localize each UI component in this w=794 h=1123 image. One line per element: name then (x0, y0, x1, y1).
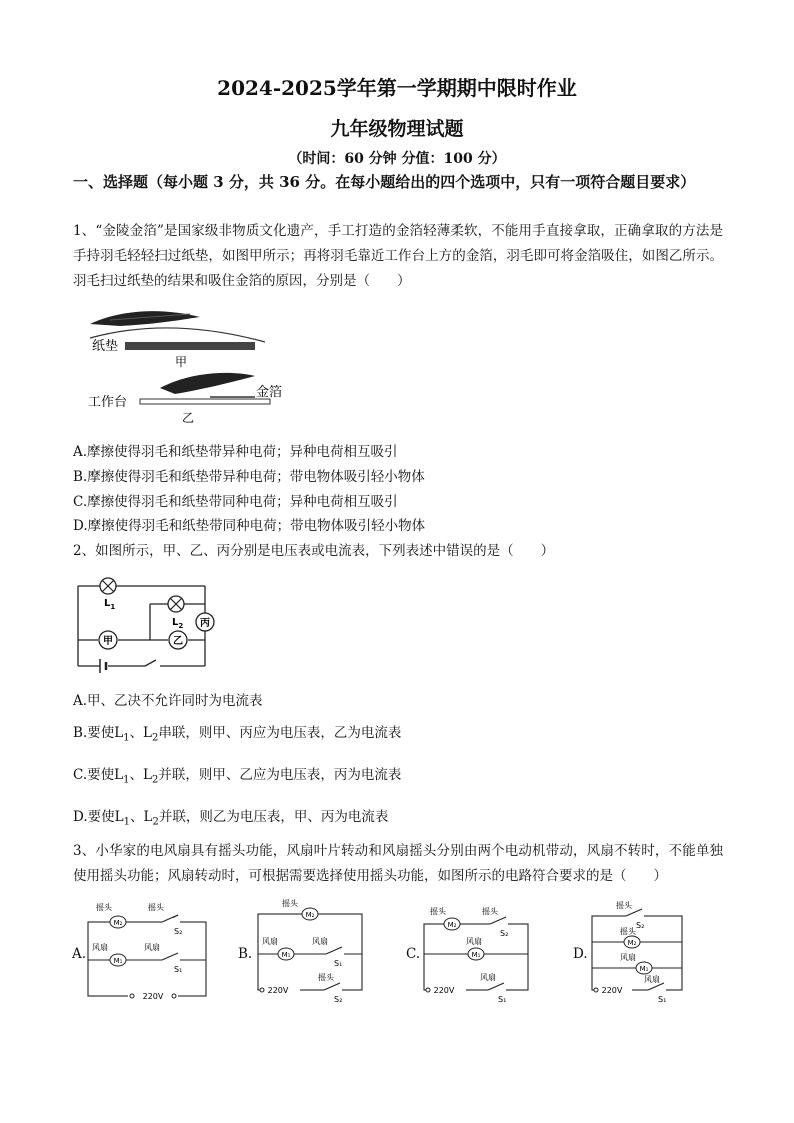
svg-text:S₁: S₁ (334, 959, 343, 968)
meter-yi-icon (169, 631, 187, 649)
feather-jia-icon (90, 311, 200, 326)
svg-text:220V: 220V (142, 992, 164, 1001)
svg-text:220V: 220V (601, 986, 623, 995)
svg-text:摇头: 摇头 (620, 927, 636, 936)
lamp-l2-icon (168, 596, 184, 612)
paper-pad (125, 342, 255, 350)
svg-text:S₂: S₂ (334, 995, 343, 1004)
svg-text:S₁: S₁ (174, 965, 183, 974)
svg-text:摇头: 摇头 (616, 901, 632, 910)
svg-text:风扇: 风扇 (466, 937, 482, 946)
foil-label: 金箔 (256, 385, 283, 400)
pad-label: 纸垫 (92, 339, 119, 354)
section-heading: 一、选择题（每小题 3 分，共 36 分。在每小题给出的四个选项中，只有一项符合题目要求） (73, 173, 696, 191)
work-table (140, 399, 270, 404)
question-2-circuit (70, 572, 215, 677)
table-label: 工作台 (88, 395, 128, 410)
svg-text:M₂: M₂ (627, 939, 637, 947)
q3-option-a-letter: A. (72, 946, 87, 962)
question-1-figure (80, 302, 300, 432)
svg-text:220V: 220V (267, 986, 289, 995)
q2-option-c: C.要使$L_1$、$L_2$并联，则甲、乙应为电压表，丙为电流表 (73, 767, 402, 786)
feather-yi-icon (160, 373, 255, 394)
exam-info: （时间：60 分钟 分值：100 分） (288, 151, 506, 167)
svg-text:摇头: 摇头 (96, 903, 112, 912)
q2-option-a: A.甲、乙决不允许同时为电流表 (73, 693, 263, 709)
q3-option-c-letter: C. (406, 946, 421, 962)
svg-text:S₁: S₁ (498, 995, 507, 1004)
question-1-stem: 1、“金陵金箔”是国家级非物质文化遗产，手工打造的金箔轻薄柔软，不能用手直接拿取，正确拿取的方法是手持羽毛轻轻扫过纸垫，如图甲所示；再将羽毛靠近工作台上方的金箔，羽毛即可将金箔吸住，如图乙所示。羽毛扫过纸垫的结果和吸住金箔的原因，分别是（ ） (73, 223, 723, 289)
question-3-stem: 3、小华家的电风扇具有摇头功能，风扇叶片转动和风扇摇头分别由两个电动机带动，风扇不转时，不能单独使用摇头功能；风扇转动时，可根据需要选择使用摇头功能，如图所示的电路符合要求的是（ ） (73, 843, 723, 884)
svg-text:风扇: 风扇 (92, 943, 108, 952)
svg-text:M₂: M₂ (305, 911, 315, 919)
question-2-stem: 2、如图所示，甲、乙、丙分别是电压表或电流表，下列表述中错误的是（ ） (73, 543, 555, 559)
svg-text:M₂: M₂ (113, 919, 123, 927)
page-title: 2024-2025学年第一学期期中限时作业 (217, 76, 577, 100)
q1-option-b: B.摩擦使得羽毛和纸垫带异种电荷；带电物体吸引轻小物体 (73, 469, 425, 485)
svg-text:M₁: M₁ (113, 957, 123, 965)
svg-text:摇头: 摇头 (482, 907, 498, 916)
q3-circuit-b (252, 898, 370, 1006)
q3-option-b-letter: B. (238, 946, 253, 962)
svg-text:M₁: M₁ (281, 951, 291, 959)
svg-text:甲: 甲 (103, 636, 113, 647)
svg-text:风扇: 风扇 (644, 975, 660, 984)
svg-text:摇头: 摇头 (318, 973, 334, 982)
lamp-l1-icon (100, 578, 116, 594)
svg-text:S₂: S₂ (174, 927, 183, 936)
q1-option-c: C.摩擦使得羽毛和纸垫带同种电荷；异种电荷相互吸引 (73, 494, 398, 510)
q2-option-b: B.要使$L_1$、$L_2$串联，则甲、丙应为电压表，乙为电流表 (73, 725, 402, 744)
meter-jia-icon (99, 631, 117, 649)
q1-option-d: D.摩擦使得羽毛和纸垫带同种电荷；带电物体吸引轻小物体 (73, 518, 426, 534)
meter-bing-icon (196, 613, 214, 631)
svg-text:摇头: 摇头 (430, 907, 446, 916)
q3-option-d-letter: D. (573, 946, 588, 962)
q1-option-a: A.摩擦使得羽毛和纸垫带异种电荷；异种电荷相互吸引 (73, 444, 398, 460)
q3-circuit-d (586, 898, 686, 1006)
svg-text:丙: 丙 (200, 618, 210, 629)
svg-text:风扇: 风扇 (262, 937, 278, 946)
l2-label: $L_2$ (172, 617, 184, 630)
q2-option-d: D.要使$L_1$、$L_2$并联，则乙为电压表，甲、丙为电流表 (73, 809, 389, 828)
svg-text:M₁: M₁ (639, 965, 649, 973)
svg-text:M₂: M₂ (447, 921, 457, 929)
svg-text:风扇: 风扇 (620, 953, 636, 962)
page-subtitle: 九年级物理试题 (330, 118, 464, 140)
q3-circuit-a (82, 898, 212, 1006)
svg-text:M₁: M₁ (471, 951, 481, 959)
svg-text:风扇: 风扇 (312, 937, 328, 946)
svg-text:S₂: S₂ (636, 921, 645, 930)
svg-text:乙: 乙 (173, 636, 183, 647)
q3-circuit-c (418, 898, 536, 1006)
svg-text:220V: 220V (433, 986, 455, 995)
svg-text:风扇: 风扇 (480, 973, 496, 982)
svg-text:S₂: S₂ (500, 929, 509, 938)
svg-text:摇头: 摇头 (282, 899, 298, 908)
svg-text:风扇: 风扇 (144, 943, 160, 952)
l1-label: $L_1$ (104, 598, 116, 611)
yi-label: 乙 (182, 411, 195, 425)
svg-text:摇头: 摇头 (148, 903, 164, 912)
svg-text:S₁: S₁ (658, 995, 667, 1004)
jia-label: 甲 (175, 355, 188, 369)
